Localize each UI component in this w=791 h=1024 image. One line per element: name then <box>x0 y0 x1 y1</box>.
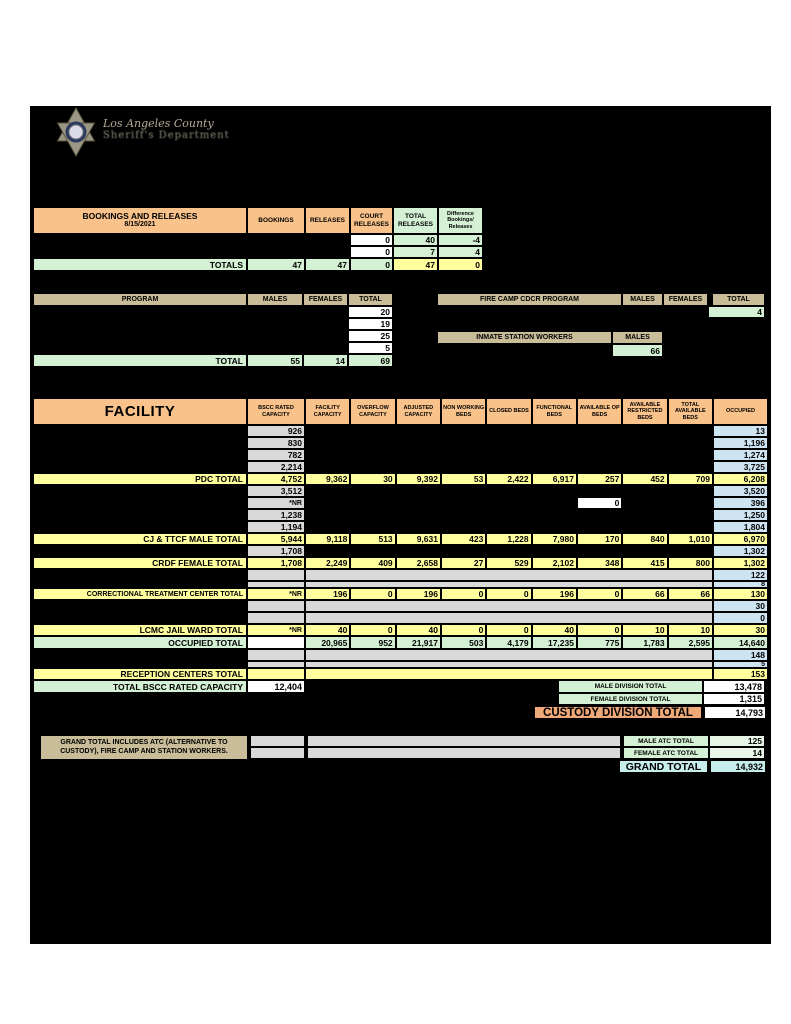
facility-total-row-crdf <box>33 557 768 569</box>
program-row-redacted <box>33 318 393 330</box>
female-division-total-label: FEMALE DIVISION TOTAL <box>558 693 703 705</box>
female-atc-total-value: 14 <box>709 747 765 759</box>
functional-beds-value: 2,102 <box>532 557 577 569</box>
total-available-beds-value: 709 <box>668 473 713 485</box>
total-row-label: OCCUPIED TOTAL <box>33 636 247 649</box>
col-fire-camp: FIRE CAMP CDCR PROGRAM <box>437 293 622 306</box>
functional-beds-value: 17,235 <box>532 636 577 649</box>
occupied-value: 1,274 <box>713 449 768 461</box>
closed-beds-value: 529 <box>486 557 531 569</box>
court-releases-value: 0 <box>350 234 393 246</box>
occupied-value: 130 <box>713 588 768 600</box>
available-op-beds-value: 257 <box>577 473 622 485</box>
totals-bookings: 47 <box>247 258 305 271</box>
occupied-value: 148 <box>713 649 768 661</box>
adjusted-capacity-value: 9,392 <box>396 473 441 485</box>
female-atc-total-label: FEMALE ATC TOTAL <box>623 747 709 759</box>
functional-beds-value: 40 <box>532 624 577 636</box>
overflow-capacity-value: 0 <box>350 588 395 600</box>
bookings-header-row <box>33 207 483 234</box>
grand-total-note <box>40 735 248 760</box>
non-working-beds-value: 0 <box>441 588 486 600</box>
adjusted-capacity-value: 196 <box>396 588 441 600</box>
available-restricted-beds-value: 452 <box>622 473 667 485</box>
available-op-beds-value: 170 <box>577 533 622 545</box>
facility-row-grayspan <box>33 649 768 661</box>
col-court-releases: COURT RELEASES <box>350 207 393 234</box>
bscc-empty <box>247 668 305 680</box>
occupied-value: 30 <box>713 624 768 636</box>
program-row-redacted <box>33 330 393 342</box>
occupied-value: 1,302 <box>713 557 768 569</box>
fire-camp-total-value: 4 <box>708 306 765 318</box>
bscc-empty <box>247 612 305 624</box>
col-difference: Difference Bookings/ Releases <box>438 207 483 234</box>
col-station-workers: INMATE STATION WORKERS <box>437 331 612 344</box>
facility-bscc-total-row <box>33 680 768 693</box>
program-females-total: 14 <box>303 354 348 367</box>
department-name: Sheriff's Department <box>103 130 230 141</box>
facility-capacity-value: 9,362 <box>305 473 350 485</box>
total-row-label: CJ & TTCF MALE TOTAL <box>33 533 247 545</box>
bookings-releases-table <box>33 207 483 271</box>
facility-capacity-value: 196 <box>305 588 350 600</box>
bscc-value: *NR <box>247 497 305 509</box>
grand-total-label: GRAND TOTAL <box>618 759 709 774</box>
station-workers-males-value: 66 <box>612 344 663 357</box>
male-atc-total-label: MALE ATC TOTAL <box>623 735 709 747</box>
non-working-beds-value: 423 <box>441 533 486 545</box>
closed-beds-value: 0 <box>486 624 531 636</box>
bscc-total-value: 12,404 <box>247 680 305 693</box>
available-op-beds-value: 0 <box>577 497 622 509</box>
bscc-empty <box>247 569 305 581</box>
available-op-beds-value: 0 <box>577 624 622 636</box>
functional-beds-value: 196 <box>532 588 577 600</box>
facility-row-redacted <box>33 449 768 461</box>
adjusted-capacity-value: 9,631 <box>396 533 441 545</box>
col-program: PROGRAM <box>33 293 247 306</box>
available-restricted-beds-value: 840 <box>622 533 667 545</box>
overflow-capacity-value: 513 <box>350 533 395 545</box>
facility-row-redacted <box>33 509 768 521</box>
totals-court: 0 <box>350 258 393 271</box>
facility-custody-division-row <box>33 705 768 720</box>
facility-capacity-value: 9,118 <box>305 533 350 545</box>
col-total: TOTAL <box>712 293 765 306</box>
facility-total-row-pdc <box>33 473 768 485</box>
custody-division-total-value: 14,793 <box>703 705 767 720</box>
male-division-total-value: 13,478 <box>703 680 765 693</box>
gray-cell <box>250 735 305 747</box>
station-workers-header-row <box>437 331 663 344</box>
col-occupied: OCCUPIED <box>713 398 768 425</box>
available-op-beds-value: 0 <box>577 588 622 600</box>
occupied-value: 1,302 <box>713 545 768 557</box>
occupied-value: 3,725 <box>713 461 768 473</box>
col-facility-capacity: FACILITY CAPACITY <box>305 398 350 425</box>
program-males-total: 55 <box>247 354 303 367</box>
bscc-value: 1,708 <box>247 557 305 569</box>
mid-empty <box>305 649 713 661</box>
bscc-value: 1,708 <box>247 545 305 557</box>
facility-row-grayspan <box>33 569 768 581</box>
occupied-value: 153 <box>713 668 768 680</box>
facility-capacity-value: 20,965 <box>305 636 350 649</box>
agency-name <box>103 117 230 141</box>
gray-cell <box>307 735 621 747</box>
program-total-value: 25 <box>348 330 393 342</box>
facility-header-row <box>33 398 768 425</box>
bscc-value: 1,194 <box>247 521 305 533</box>
available-op-beds-value: 348 <box>577 557 622 569</box>
bscc-value: *NR <box>247 624 305 636</box>
male-atc-total-value: 125 <box>709 735 765 747</box>
col-females: FEMALES <box>303 293 348 306</box>
bscc-value: 3,512 <box>247 485 305 497</box>
difference-value: -4 <box>438 234 483 246</box>
mid-empty <box>305 612 713 624</box>
col-available-restricted-beds: AVAILABLE RESTRICTED BEDS <box>622 398 667 425</box>
fire-camp-header-row <box>437 293 765 306</box>
facility-total-row-lcmc <box>33 624 768 636</box>
available-restricted-beds-value: 1,783 <box>622 636 667 649</box>
fire-camp-data-row <box>437 306 765 318</box>
note-line-1: GRAND TOTAL INCLUDES ATC (ALTERNATIVE TO <box>60 739 228 747</box>
closed-beds-value: 4,179 <box>486 636 531 649</box>
bscc-value: 4,752 <box>247 473 305 485</box>
mid-empty <box>305 569 713 581</box>
bscc-value: 782 <box>247 449 305 461</box>
available-op-beds-value: 775 <box>577 636 622 649</box>
occupied-value: 1,804 <box>713 521 768 533</box>
functional-beds-value: 7,980 <box>532 533 577 545</box>
facility-row-redacted <box>33 485 768 497</box>
col-closed-beds: CLOSED BEDS <box>486 398 531 425</box>
overflow-capacity-value: 0 <box>350 624 395 636</box>
occupied-value: 30 <box>713 600 768 612</box>
col-available-op-beds: AVAILABLE OP BEDS <box>577 398 622 425</box>
facility-row-grayspan <box>33 581 768 588</box>
fire-camp-table <box>437 293 765 318</box>
col-bookings: BOOKINGS <box>247 207 305 234</box>
facility-title: FACILITY <box>33 398 247 425</box>
note-line-2: CUSTODY), FIRE CAMP AND STATION WORKERS. <box>60 747 228 755</box>
total-available-beds-value: 1,010 <box>668 533 713 545</box>
program-row-redacted <box>33 342 393 354</box>
program-total-label: TOTAL <box>33 354 247 367</box>
total-available-beds-value: 2,595 <box>668 636 713 649</box>
col-non-working-beds: NON WORKING BEDS <box>441 398 486 425</box>
bookings-totals-row <box>33 258 483 271</box>
col-adjusted-capacity: ADJUSTED CAPACITY <box>396 398 441 425</box>
closed-beds-value: 0 <box>486 588 531 600</box>
adjusted-capacity-value: 40 <box>396 624 441 636</box>
program-total-value: 20 <box>348 306 393 318</box>
adjusted-capacity-value: 2,658 <box>396 557 441 569</box>
bscc-value: 5,944 <box>247 533 305 545</box>
bscc-total-label: TOTAL BSCC RATED CAPACITY <box>33 680 247 693</box>
total-row-label: CORRECTIONAL TREATMENT CENTER TOTAL <box>33 588 247 600</box>
grand-total-row <box>618 759 767 774</box>
bscc-value: *NR <box>247 588 305 600</box>
bookings-table-title: BOOKINGS AND RELEASES 8/15/2021 <box>33 207 247 234</box>
available-restricted-beds-value: 66 <box>622 588 667 600</box>
closed-beds-value: 1,228 <box>486 533 531 545</box>
bookings-row-redacted <box>33 246 483 258</box>
col-males: MALES <box>622 293 663 306</box>
program-header-row <box>33 293 393 306</box>
occupied-value: 0 <box>713 612 768 624</box>
mid-empty <box>305 661 713 668</box>
gray-cell <box>250 747 305 759</box>
occupied-value: 1,196 <box>713 437 768 449</box>
bscc-value: 1,238 <box>247 509 305 521</box>
program-total-value: 5 <box>348 342 393 354</box>
functional-beds-value: 6,917 <box>532 473 577 485</box>
totals-total-releases: 47 <box>393 258 438 271</box>
facility-row-grayspan <box>33 600 768 612</box>
adjusted-capacity-value: 21,917 <box>396 636 441 649</box>
report-date: 8/15/2021 <box>124 221 156 229</box>
station-workers-table <box>437 331 663 357</box>
col-releases: RELEASES <box>305 207 350 234</box>
program-table <box>33 293 393 367</box>
mid-empty <box>305 581 713 588</box>
bscc-value: 926 <box>247 425 305 437</box>
occupied-value: 3,520 <box>713 485 768 497</box>
col-males: MALES <box>612 331 663 344</box>
facility-row-grayspan <box>33 612 768 624</box>
facility-row-redacted <box>33 521 768 533</box>
occupied-value: 122 <box>713 569 768 581</box>
facility-table <box>33 398 768 720</box>
difference-value: 4 <box>438 246 483 258</box>
male-atc-row <box>250 735 765 747</box>
facility-occupied-total-row <box>33 636 768 649</box>
col-total-releases: TOTAL RELEASES <box>393 207 438 234</box>
occupied-value: 6,208 <box>713 473 768 485</box>
total-row-label: CRDF FEMALE TOTAL <box>33 557 247 569</box>
facility-capacity-value: 2,249 <box>305 557 350 569</box>
facility-row-redacted <box>33 461 768 473</box>
facility-female-division-row <box>33 693 768 705</box>
female-division-total-value: 1,315 <box>703 693 765 705</box>
total-available-beds-value: 10 <box>668 624 713 636</box>
available-restricted-beds-value: 10 <box>622 624 667 636</box>
occupied-value: 8 <box>713 581 768 588</box>
col-functional-beds: FUNCTIONAL BEDS <box>532 398 577 425</box>
total-row-label: LCMC JAIL WARD TOTAL <box>33 624 247 636</box>
col-total: TOTAL <box>348 293 393 306</box>
bscc-empty <box>247 581 305 588</box>
occupied-value: 396 <box>713 497 768 509</box>
occupied-value: 5 <box>713 661 768 668</box>
closed-beds-value: 2,422 <box>486 473 531 485</box>
overflow-capacity-value: 952 <box>350 636 395 649</box>
facility-row-redacted-nr <box>33 497 768 509</box>
non-working-beds-value: 0 <box>441 624 486 636</box>
facility-row-redacted <box>33 545 768 557</box>
totals-difference: 0 <box>438 258 483 271</box>
bscc-empty <box>247 636 305 649</box>
mid-empty <box>305 600 713 612</box>
facility-capacity-value: 40 <box>305 624 350 636</box>
col-overflow-capacity: OVERFLOW CAPACITY <box>350 398 395 425</box>
non-working-beds-value: 503 <box>441 636 486 649</box>
col-bscc-rated-capacity: BSCC RATED CAPACITY <box>247 398 305 425</box>
program-total-value: 19 <box>348 318 393 330</box>
court-releases-value: 0 <box>350 246 393 258</box>
total-releases-value: 7 <box>393 246 438 258</box>
available-restricted-beds-value: 415 <box>622 557 667 569</box>
total-releases-value: 40 <box>393 234 438 246</box>
grand-total-value: 14,932 <box>709 759 767 774</box>
overflow-capacity-value: 409 <box>350 557 395 569</box>
col-males: MALES <box>247 293 303 306</box>
bscc-empty <box>247 661 305 668</box>
total-available-beds-value: 66 <box>668 588 713 600</box>
program-totals-row <box>33 354 393 367</box>
custody-division-total-label: CUSTODY DIVISION TOTAL <box>533 705 703 720</box>
station-workers-data-row <box>437 344 663 357</box>
county-name: Los Angeles County <box>103 117 214 130</box>
totals-releases: 47 <box>305 258 350 271</box>
bscc-empty <box>247 600 305 612</box>
occupied-value: 1,250 <box>713 509 768 521</box>
non-working-beds-value: 53 <box>441 473 486 485</box>
gray-cell <box>307 747 621 759</box>
total-row-label: PDC TOTAL <box>33 473 247 485</box>
occupied-value: 6,970 <box>713 533 768 545</box>
occupied-value: 13 <box>713 425 768 437</box>
facility-row-grayspan <box>33 661 768 668</box>
col-total-available-beds: TOTAL AVAILABLE BEDS <box>668 398 713 425</box>
total-available-beds-value: 800 <box>668 557 713 569</box>
totals-label: TOTALS <box>33 258 247 271</box>
total-row-label: RECEPTION CENTERS TOTAL <box>33 668 247 680</box>
male-division-total-label: MALE DIVISION TOTAL <box>558 680 703 693</box>
overflow-capacity-value: 30 <box>350 473 395 485</box>
female-atc-row <box>250 747 765 759</box>
facility-row-redacted <box>33 437 768 449</box>
bscc-empty <box>247 649 305 661</box>
sheriff-badge-icon <box>55 107 97 162</box>
bookings-row-redacted <box>33 234 483 246</box>
non-working-beds-value: 27 <box>441 557 486 569</box>
facility-row-redacted <box>33 425 768 437</box>
col-females: FEMALES <box>663 293 708 306</box>
facility-reception-total-row <box>33 668 768 680</box>
bscc-value: 830 <box>247 437 305 449</box>
facility-total-row-ctc <box>33 588 768 600</box>
occupied-value: 14,640 <box>713 636 768 649</box>
program-row-redacted <box>33 306 393 318</box>
program-grand-total: 69 <box>348 354 393 367</box>
mid-empty <box>305 668 713 680</box>
bscc-value: 2,214 <box>247 461 305 473</box>
facility-total-row-cj-ttcf <box>33 533 768 545</box>
